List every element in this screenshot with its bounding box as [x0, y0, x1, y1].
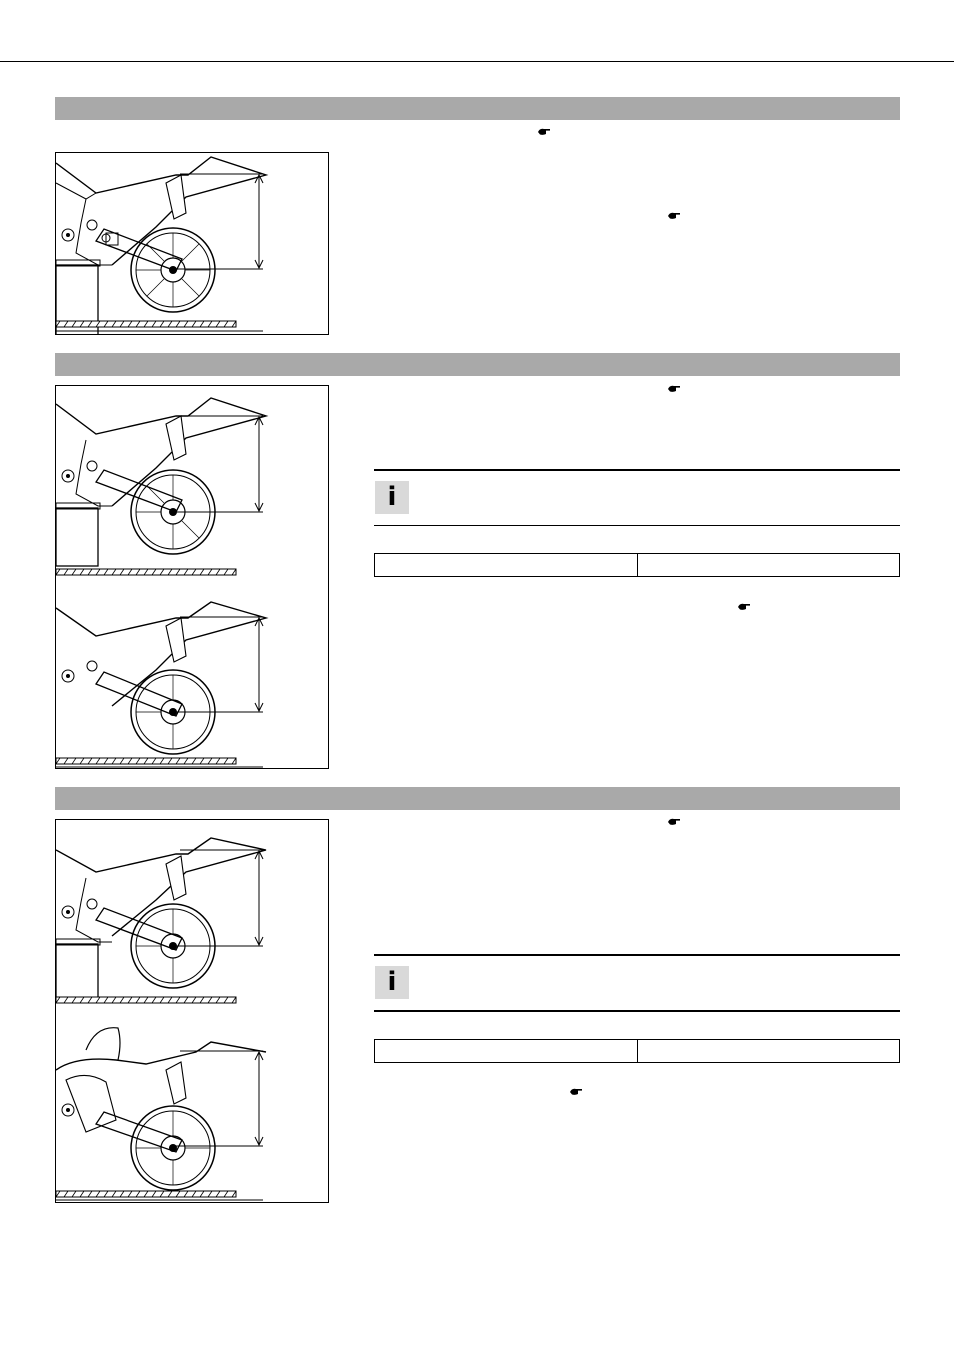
info-icon-glyph: i	[387, 482, 397, 512]
figure-rear-wheel-unloaded	[55, 152, 329, 335]
info-note-bottom-rule	[374, 1010, 900, 1012]
pointing-hand-icon	[667, 384, 681, 393]
info-note-top-rule	[374, 954, 900, 956]
spec-table-cell-value	[637, 554, 899, 576]
info-icon-glyph: i	[387, 967, 397, 997]
info-note-bottom-rule	[374, 525, 900, 526]
figure-rear-wheel-rider-sag	[55, 819, 329, 1203]
spec-table-cell-label	[375, 554, 637, 576]
motorcycle-rear-illustration-pair	[56, 386, 329, 769]
pointing-hand-icon	[667, 211, 681, 220]
pointing-hand-icon	[537, 127, 551, 136]
info-icon	[375, 966, 409, 999]
section-2-heading-bar	[55, 353, 900, 376]
motorcycle-rear-illustration	[56, 153, 329, 335]
page-header-rule	[0, 61, 954, 62]
pointing-hand-icon	[667, 817, 681, 826]
section-3-heading-bar	[55, 787, 900, 810]
pointing-hand-icon	[569, 1087, 583, 1096]
spec-table-cell-value	[637, 1040, 899, 1062]
info-note-top-rule	[374, 469, 900, 471]
spec-table-cell-label	[375, 1040, 637, 1062]
info-icon	[375, 481, 409, 514]
pointing-hand-icon	[737, 602, 751, 611]
spec-table	[374, 1039, 900, 1063]
figure-rear-wheel-static-sag	[55, 385, 329, 769]
motorcycle-rear-illustration-pair	[56, 820, 329, 1203]
section-1-heading-bar	[55, 97, 900, 120]
spec-table	[374, 553, 900, 577]
